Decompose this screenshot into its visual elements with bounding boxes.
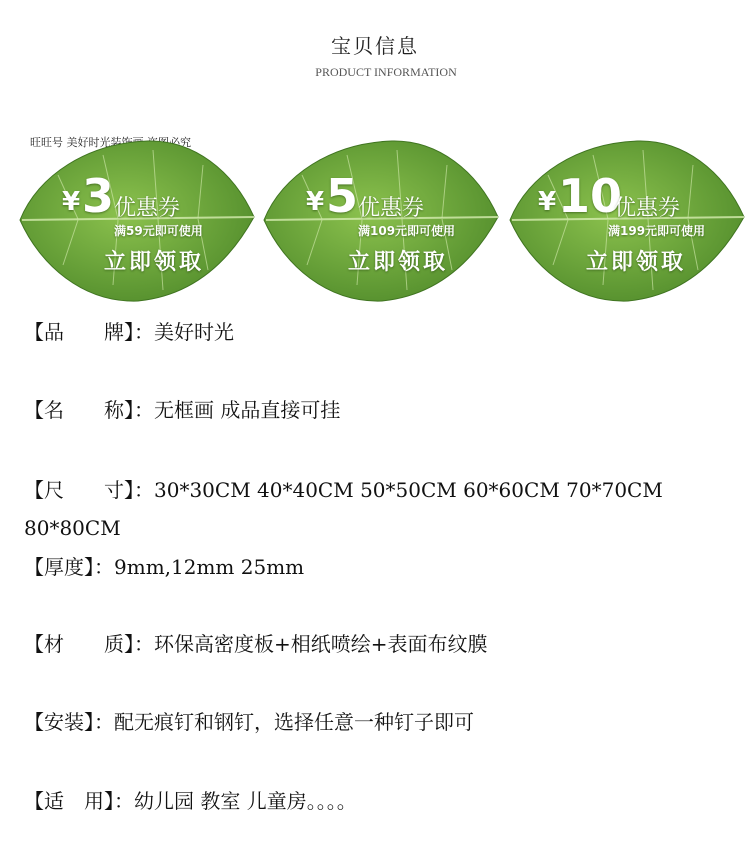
coupon-claim-button[interactable]: 立即领取 — [104, 250, 205, 275]
spec-name — [24, 391, 340, 429]
section-subtitle: PRODUCT INFORMATION — [315, 65, 457, 79]
spec-value: 环保高密度板+相纸喷绘+表面布纹膜 — [154, 632, 488, 656]
spec-install — [24, 703, 474, 741]
coupon-condition: 满109元即可使用 — [358, 224, 456, 238]
coupon-word: 优惠券 — [358, 196, 425, 221]
spec-label: 【尺 寸】： — [24, 478, 154, 502]
spec-label: 【厚度】： — [24, 555, 114, 579]
spec-material — [24, 625, 488, 663]
coupon-condition: 满59元即可使用 — [114, 224, 203, 238]
spec-value: 9mm,12mm 25mm — [114, 555, 305, 579]
coupon-word: 优惠券 — [114, 196, 181, 221]
section-title: 宝贝信息 — [331, 34, 419, 58]
spec-size — [24, 471, 739, 547]
spec-thickness — [24, 548, 304, 586]
coupon-amount: 3 — [82, 169, 115, 223]
spec-value: 美好时光 — [154, 320, 234, 344]
spec-value: 幼儿园 教室 儿童房。。。。 — [134, 789, 357, 813]
spec-label: 【安装】： — [24, 710, 114, 734]
spec-value: 无框画 成品直接可挂 — [154, 398, 341, 422]
watermark-text: 旺旺号 美好时光装饰画 盗图必究 — [30, 136, 191, 149]
coupon-word: 优惠券 — [614, 196, 681, 221]
spec-label: 【材 质】： — [24, 632, 154, 656]
spec-label: 【适 用】： — [24, 789, 134, 813]
coupon-currency: ¥ — [306, 187, 325, 217]
spec-label: 【品 牌】： — [24, 320, 154, 344]
spec-value: 配无痕钉和钢钉，选择任意一种钉子即可 — [114, 710, 474, 734]
coupon-claim-button[interactable]: 立即领取 — [586, 250, 687, 275]
coupon-condition: 满199元即可使用 — [608, 224, 706, 238]
coupon-5[interactable] — [262, 135, 502, 305]
coupon-3[interactable] — [18, 135, 258, 305]
coupon-currency: ¥ — [538, 187, 557, 217]
coupon-amount: 5 — [326, 169, 359, 223]
spec-usage — [24, 782, 357, 820]
coupon-10[interactable] — [508, 135, 748, 305]
spec-label: 【名 称】： — [24, 398, 154, 422]
coupon-currency: ¥ — [62, 187, 81, 217]
coupon-claim-button[interactable]: 立即领取 — [348, 250, 449, 275]
spec-brand — [24, 313, 234, 351]
spec-value: 30*30CM 40*40CM 50*50CM 60*60CM 70*70CM 80*80CM — [24, 478, 663, 540]
coupon-amount: 10 — [558, 169, 623, 223]
